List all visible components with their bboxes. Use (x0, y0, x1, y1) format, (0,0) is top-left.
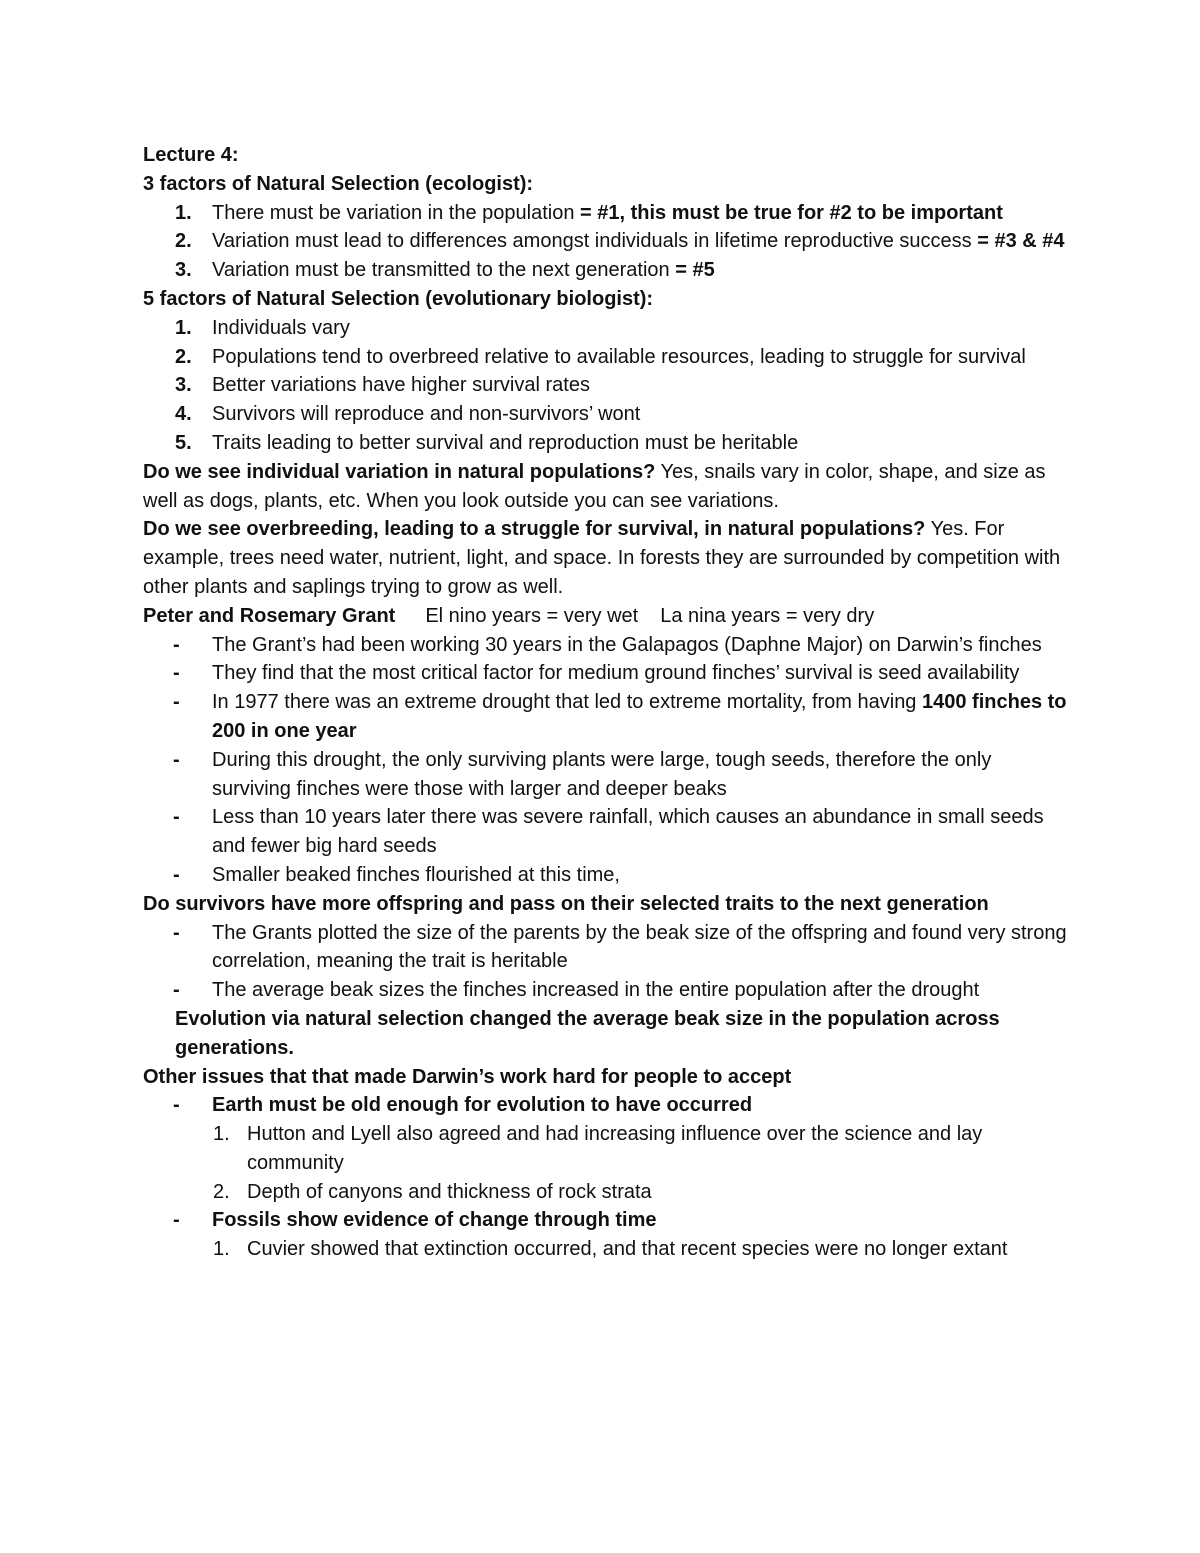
el-nino-note: El nino years = very wet (425, 604, 639, 627)
item-number: 1. (213, 1238, 230, 1261)
bullet-text: The Grants plotted the size of the parents by the beak size of the offspring and found very strong correlation, meaning the trait is heritable (212, 921, 1067, 973)
item-number: 1. (213, 1123, 230, 1146)
bullet-item (143, 659, 1073, 688)
lecture-title: Lecture 4: (143, 144, 239, 166)
bullet-bold-text: 1400 finches to 200 in one year (212, 691, 1067, 742)
item-number: 5. (175, 431, 192, 454)
bullet-text: Smaller beaked finches flourished at this time, (212, 863, 620, 886)
bullet-item (143, 976, 1073, 1005)
bullet-item (143, 803, 1073, 861)
numbered-item (143, 429, 1073, 458)
dash-marker: - (173, 1094, 180, 1117)
bullet-item (143, 746, 1073, 804)
item-text: Variation must be transmitted to the next generation (212, 259, 676, 282)
item-text: Populations tend to overbreed relative to available resources, leading to struggle for survival (212, 345, 1026, 368)
bullet-text: During this drought, the only surviving plants were large, tough seeds, therefore the only surviving finches were those with larger and deeper beaks (212, 748, 992, 800)
item-text: Individuals vary (212, 316, 350, 339)
issues-heading: Other issues that that made Darwin’s work hard for people to accept (143, 1065, 792, 1088)
item-text: Cuvier showed that extinction occurred, and that recent species were no longer extant (247, 1238, 1008, 1261)
item-bold-text: = #3 & #4 (977, 230, 1065, 253)
question-paragraph (143, 515, 1073, 601)
sub-numbered-item (143, 1235, 1073, 1264)
item-text: There must be variation in the population (212, 201, 580, 224)
bullet-item (143, 688, 1073, 746)
dash-marker: - (173, 806, 180, 829)
bullet-text: Less than 10 years later there was severe rainfall, which causes an abundance in small seeds and fewer big hard seeds (212, 806, 1044, 858)
item-number: 1. (175, 316, 192, 339)
question-text: Do we see overbreeding, leading to a struggle for survival, in natural populations? (143, 518, 926, 541)
dash-marker: - (173, 633, 180, 656)
grants-heading-line (143, 602, 1073, 631)
group-title-text: Fossils show evidence of change through time (212, 1209, 657, 1232)
item-text: Survivors will reproduce and non-survivors’ wont (212, 403, 641, 426)
bullet-text: The Grant’s had been working 30 years in the Galapagos (Daphne Major) on Darwin’s finches (212, 633, 1042, 656)
bullet-item (143, 861, 1073, 890)
dash-marker: - (173, 662, 180, 685)
dash-marker: - (173, 1209, 180, 1232)
grants-heading: Peter and Rosemary Grant (143, 604, 396, 627)
ecologist-heading: 3 factors of Natural Selection (ecologist): (143, 172, 534, 195)
question-paragraph (143, 458, 1073, 516)
item-text: Better variations have higher survival rates (212, 374, 590, 397)
numbered-item (143, 256, 1073, 285)
bullet-item (143, 631, 1073, 660)
dash-marker: - (173, 748, 180, 771)
sub-numbered-item (143, 1120, 1073, 1178)
numbered-item (143, 227, 1073, 256)
item-number: 3. (175, 374, 192, 397)
item-number: 2. (175, 345, 192, 368)
sub-numbered-item (143, 1178, 1073, 1207)
item-number: 4. (175, 403, 192, 426)
numbered-item (143, 314, 1073, 343)
item-number: 2. (213, 1180, 230, 1203)
dash-marker: - (173, 921, 180, 944)
issue-group-title (143, 1206, 1073, 1235)
item-bold-text: = #5 (675, 259, 715, 282)
bullet-text: The average beak sizes the finches increased in the entire population after the drought (212, 979, 980, 1002)
dash-marker: - (173, 863, 180, 886)
answer-text: Yes, snails vary in color, shape, and size as well as dogs, plants, etc. When you look outside you can see variations. (143, 460, 1046, 512)
answer-text: Yes. For example, trees need water, nutrient, light, and space. In forests they are surrounded by competition with other plants and saplings trying to grow as well. (143, 518, 1061, 598)
item-number: 2. (175, 230, 192, 253)
numbered-item (143, 343, 1073, 372)
item-text: Hutton and Lyell also agreed and had increasing influence over the science and lay community (247, 1123, 983, 1174)
evolutionary-heading: 5 factors of Natural Selection (evolutionary biologist): (143, 287, 654, 310)
la-nina-note: La nina years = very dry (660, 604, 875, 627)
dash-marker: - (173, 979, 180, 1002)
dash-marker: - (173, 691, 180, 714)
bullet-text: They find that the most critical factor for medium ground finches’ survival is seed availability (212, 662, 1020, 685)
question-text: Do we see individual variation in natural populations? (143, 460, 656, 483)
item-text: Variation must lead to differences amongst individuals in lifetime reproductive success (212, 230, 978, 253)
numbered-item (143, 400, 1073, 429)
group-title-text: Earth must be old enough for evolution to have occurred (212, 1094, 753, 1117)
lecture-notes (143, 141, 1073, 1264)
bullet-text: In 1977 there was an extreme drought that led to extreme mortality, from having (212, 691, 922, 714)
item-text: Depth of canyons and thickness of rock strata (247, 1180, 652, 1203)
item-bold-text: = #1, this must be true for #2 to be important (580, 201, 1003, 224)
conclusion-text: Evolution via natural selection changed the average beak size in the population across generations. (175, 1007, 1000, 1059)
issue-group-title (143, 1091, 1073, 1120)
numbered-item (143, 371, 1073, 400)
item-number: 3. (175, 259, 192, 282)
item-number: 1. (175, 201, 192, 224)
numbered-item (143, 199, 1073, 228)
bullet-item (143, 919, 1073, 977)
item-text: Traits leading to better survival and reproduction must be heritable (212, 431, 799, 454)
offspring-heading: Do survivors have more offspring and pass on their selected traits to the next generation (143, 892, 989, 915)
